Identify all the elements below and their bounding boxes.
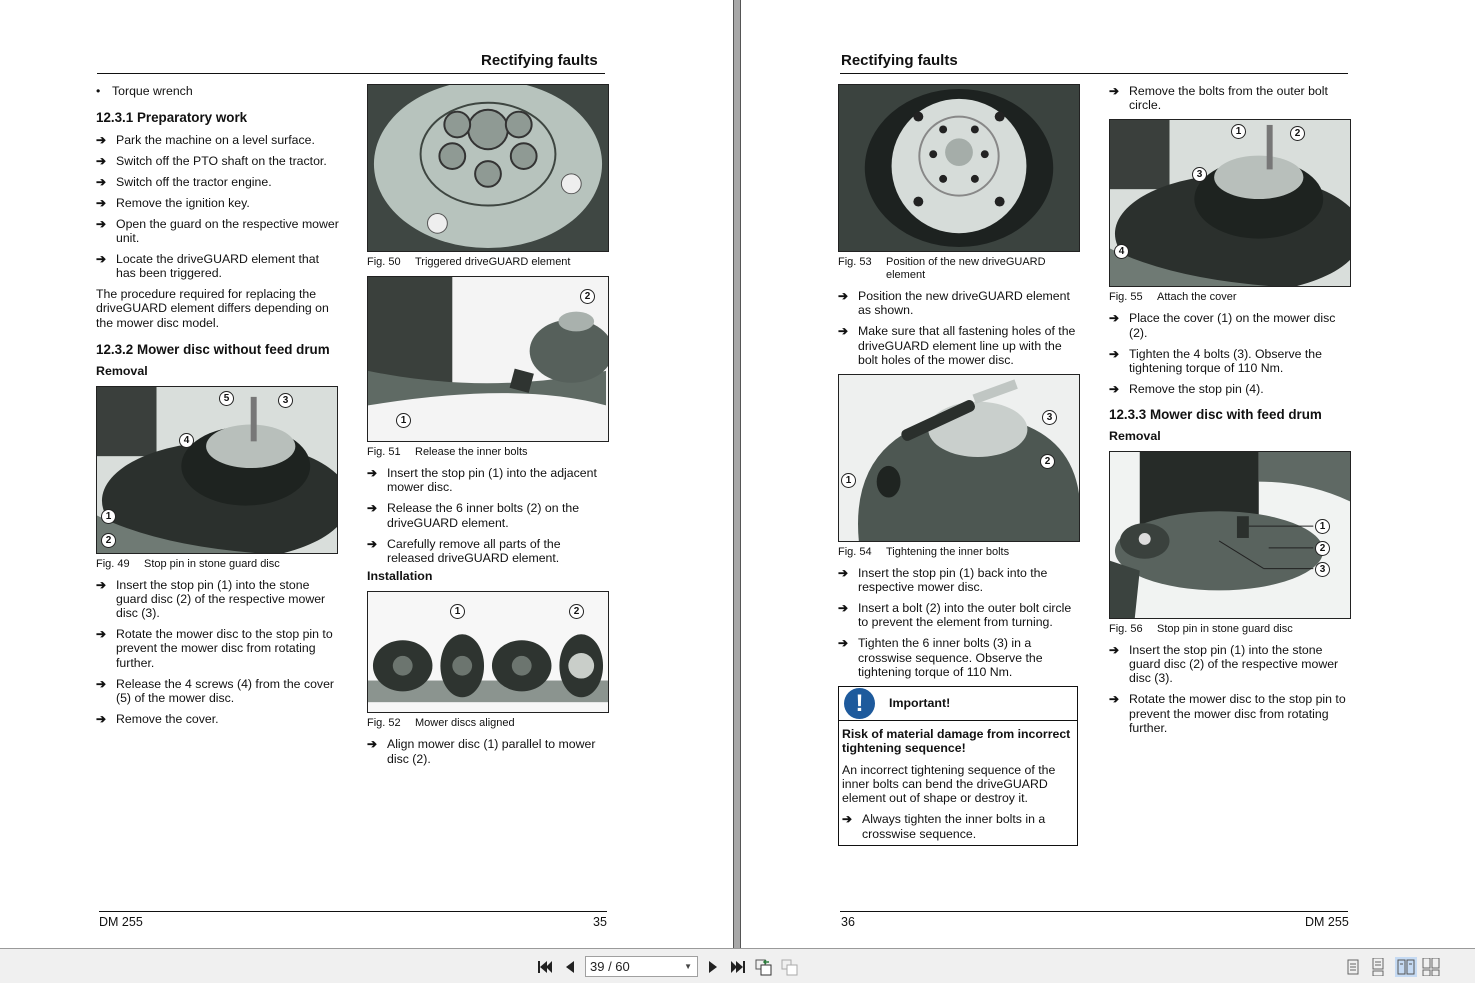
step-text: Place the cover (1) on the mower disc (2). — [1129, 311, 1336, 340]
callout-3: 3 — [1192, 167, 1207, 182]
page-gutter — [733, 0, 741, 948]
notice-body — [839, 721, 1077, 845]
arrow-icon: ➔ — [838, 289, 849, 303]
arrow-icon: ➔ — [1109, 346, 1120, 361]
footer-model: DM 255 — [1305, 915, 1349, 929]
header-rule — [97, 73, 605, 74]
figure-number: Fig. 51 — [367, 446, 401, 458]
footer-rule — [840, 911, 1348, 912]
arrow-icon: ➔ — [1109, 84, 1120, 98]
step — [367, 737, 610, 766]
page-indicator-text: 39 / 60 — [590, 959, 630, 974]
callout-1: 1 — [450, 604, 465, 619]
arrow-icon: ➔ — [842, 812, 853, 827]
step — [96, 175, 341, 189]
exclamation-icon: ! — [844, 688, 875, 719]
figure-50-image — [367, 84, 609, 252]
navigation-toolbar — [0, 948, 1475, 983]
arrow-icon: ➔ — [96, 712, 107, 727]
arrow-icon: ➔ — [1109, 692, 1120, 707]
figure-number: Fig. 52 — [367, 717, 401, 730]
notice-headline: Risk of material damage from incorrect tightening sequence! — [842, 727, 1071, 756]
step-text: Insert the stop pin (1) back into the respective mower disc. — [858, 565, 1048, 595]
subheading-installation: Installation — [367, 569, 433, 584]
notice-title: Important! — [889, 696, 951, 711]
step — [96, 627, 341, 670]
mower-disc-photo — [97, 387, 337, 553]
figure-number: Fig. 49 — [96, 557, 130, 570]
figure-51-caption — [367, 446, 610, 459]
figure-53-image — [838, 84, 1080, 252]
callout-3: 3 — [1315, 562, 1330, 577]
arrow-icon: ➔ — [838, 565, 849, 580]
callout-1: 1 — [396, 413, 411, 428]
facing-pages-view-button[interactable] — [1395, 957, 1417, 977]
figure-caption-text: Triggered driveGUARD element — [415, 256, 571, 268]
arrow-icon: ➔ — [96, 577, 107, 592]
continuous-facing-view-button[interactable] — [1421, 957, 1441, 977]
last-page-button[interactable] — [728, 957, 748, 977]
go-forward-button[interactable] — [780, 957, 800, 977]
arrow-icon: ➔ — [367, 536, 378, 551]
page-header-title: Rectifying faults — [841, 52, 958, 69]
step — [1109, 692, 1352, 735]
figure-55-caption — [1109, 291, 1352, 304]
step — [1109, 643, 1352, 686]
step-text: Tighten the 4 bolts (3). Observe the tightening torque of 110 Nm. — [1129, 346, 1322, 375]
figure-caption-text: Stop pin in stone guard disc — [144, 557, 280, 570]
figure-54-caption — [838, 546, 1081, 559]
figure-number: Fig. 50 — [367, 256, 401, 268]
bullet-text: Torque wrench — [112, 84, 193, 98]
step-text: Switch off the PTO shaft on the tractor. — [116, 153, 327, 168]
figure-caption-text: Attach the cover — [1157, 291, 1237, 304]
callout-2: 2 — [1290, 126, 1305, 141]
important-notice — [838, 686, 1078, 846]
figure-49-image — [96, 386, 338, 554]
step-text: Carefully remove all parts of the released driveGUARD element. — [387, 536, 561, 565]
step-text: Park the machine on a level surface. — [116, 132, 315, 147]
section-heading-12-3-2: 12.3.2 Mower disc without feed drum — [96, 341, 330, 357]
figure-52-caption — [367, 717, 610, 730]
step — [367, 466, 610, 495]
step-text: Insert the stop pin (1) into the stone guard disc (2) of the respective mower disc (3). — [1129, 642, 1339, 686]
paragraph: The procedure required for replacing the driveGUARD element differs depending on the mower disc model. — [96, 287, 329, 330]
figure-49-caption — [96, 558, 341, 571]
step-text: Tighten the 6 inner bolts (3) in a crosswise sequence. Observe the tightening torque of 110 Nm. — [858, 636, 1043, 680]
step-text: Switch off the tractor engine. — [116, 174, 272, 189]
step-text: Release the 6 inner bolts (2) on the driveGUARD element. — [387, 501, 580, 530]
left-column-2 — [367, 84, 610, 773]
figure-caption-text: Position of the new driveGUARD element — [886, 256, 1046, 281]
page-35 — [0, 0, 733, 948]
step — [96, 217, 341, 246]
step — [96, 677, 341, 706]
stop-pin-feed-drum-photo — [1110, 452, 1350, 618]
continuous-facing-view-icon — [1422, 958, 1440, 976]
callout-4: 4 — [179, 433, 194, 448]
section-heading-12-3-1: 12.3.1 Preparatory work — [96, 110, 248, 126]
step-text: Open the guard on the respective mower unit. — [116, 216, 339, 245]
go-forward-icon — [781, 958, 799, 976]
step-text: Remove the ignition key. — [116, 195, 250, 210]
step-text: Remove the bolts from the outer bolt circle. — [1129, 84, 1328, 113]
notice-header — [839, 687, 1077, 721]
dropdown-caret-icon[interactable]: ▼ — [684, 962, 692, 971]
figure-number: Fig. 53 — [838, 256, 872, 268]
arrow-icon: ➔ — [1109, 381, 1120, 396]
callout-2: 2 — [101, 533, 116, 548]
arrow-icon: ➔ — [96, 195, 107, 210]
right-column-2 — [1109, 84, 1352, 742]
footer-model: DM 255 — [99, 915, 143, 929]
step-text: Remove the stop pin (4). — [1129, 381, 1264, 396]
step — [96, 712, 341, 726]
single-page-view-button[interactable] — [1343, 957, 1363, 977]
single-page-view-icon — [1347, 959, 1359, 975]
tool-list-item — [96, 84, 341, 98]
continuous-view-button[interactable] — [1368, 957, 1388, 977]
facing-pages-view-icon — [1397, 959, 1415, 975]
header-rule — [840, 73, 1348, 74]
step — [838, 636, 1081, 679]
go-back-button[interactable] — [754, 957, 774, 977]
previous-page-icon — [564, 960, 576, 974]
step — [838, 289, 1081, 318]
left-column-1 — [96, 84, 341, 733]
callout-1: 1 — [841, 473, 856, 488]
step-text: Align mower disc (1) parallel to mower disc (2). — [387, 737, 596, 766]
figure-53-caption — [838, 256, 1081, 282]
arrow-icon: ➔ — [96, 676, 107, 691]
callout-2: 2 — [1040, 454, 1055, 469]
step-text: Remove the cover. — [116, 712, 219, 727]
notice-text: An incorrect tightening sequence of the inner bolts can bend the driveGUARD element out of shape or destroy it. — [842, 762, 1056, 806]
continuous-view-icon — [1372, 958, 1384, 976]
figure-50-caption — [367, 256, 610, 269]
page-header-title: Rectifying faults — [481, 52, 598, 69]
section-heading-12-3-3: 12.3.3 Mower disc with feed drum — [1109, 407, 1322, 423]
callout-1: 1 — [1231, 124, 1246, 139]
next-page-icon — [707, 960, 719, 974]
arrow-icon: ➔ — [838, 601, 849, 616]
arrow-icon: ➔ — [367, 501, 378, 516]
step — [96, 196, 341, 210]
previous-page-button[interactable] — [560, 957, 580, 977]
step — [96, 252, 341, 281]
arrow-icon: ➔ — [96, 174, 107, 189]
callout-2: 2 — [580, 289, 595, 304]
step — [367, 537, 610, 566]
arrow-icon: ➔ — [1109, 311, 1120, 326]
step — [1109, 382, 1352, 396]
callout-5: 5 — [219, 391, 234, 406]
arrow-icon: ➔ — [838, 636, 849, 651]
step-text: Make sure that all fastening holes of the driveGUARD element line up with the bolt holes of the mower disc. — [858, 324, 1076, 367]
callout-1: 1 — [101, 509, 116, 524]
callout-3: 3 — [278, 393, 293, 408]
arrow-icon: ➔ — [838, 324, 849, 339]
page-36 — [741, 0, 1475, 948]
callout-2: 2 — [1315, 541, 1330, 556]
callout-3: 3 — [1042, 410, 1057, 425]
step-text: Rotate the mower disc to the stop pin to prevent the mower disc from rotating further. — [116, 627, 333, 670]
step — [96, 133, 341, 147]
next-page-button[interactable] — [703, 957, 723, 977]
arrow-icon: ➔ — [96, 627, 107, 642]
step-text: Rotate the mower disc to the stop pin to prevent the mower disc from rotating further. — [1129, 692, 1346, 735]
page-number: 36 — [841, 915, 855, 929]
notice-action — [842, 812, 1074, 841]
step — [838, 566, 1081, 595]
step-text: Insert a bolt (2) into the outer bolt circle to prevent the element from turning. — [858, 601, 1072, 630]
new-driveguard-photo — [839, 85, 1079, 251]
arrow-icon: ➔ — [367, 466, 378, 480]
footer-rule — [99, 911, 607, 912]
step-text: Position the new driveGUARD element as shown. — [858, 289, 1070, 318]
last-page-icon — [730, 960, 746, 974]
step — [1109, 311, 1352, 340]
callout-1: 1 — [1315, 519, 1330, 534]
go-back-icon — [755, 958, 773, 976]
figure-caption-text: Stop pin in stone guard disc — [1157, 622, 1293, 635]
arrow-icon: ➔ — [96, 251, 107, 266]
callout-4: 4 — [1114, 244, 1129, 259]
figure-56-image — [1109, 451, 1351, 619]
step-text: Always tighten the inner bolts in a crosswise sequence. — [862, 812, 1046, 841]
step-text: Insert the stop pin (1) into the adjacent mower disc. — [387, 466, 597, 495]
figure-52-image — [367, 591, 609, 713]
step — [96, 578, 341, 621]
figure-caption-text: Release the inner bolts — [415, 446, 528, 458]
figure-54-image — [838, 374, 1080, 542]
figure-caption-text: Tightening the inner bolts — [886, 545, 1010, 558]
step — [367, 501, 610, 530]
bullet-icon: • — [96, 84, 101, 98]
triggered-driveguard-photo — [368, 85, 608, 251]
figure-caption-text: Mower discs aligned — [415, 717, 515, 730]
subheading-removal: Removal — [1109, 429, 1161, 444]
figure-55-image — [1109, 119, 1351, 287]
step-text: Insert the stop pin (1) into the stone guard disc (2) of the respective mower disc (3). — [116, 577, 326, 621]
page-number-input[interactable] — [585, 956, 698, 977]
subheading-removal: Removal — [96, 364, 148, 379]
figure-number: Fig. 55 — [1109, 291, 1143, 304]
figure-number: Fig. 54 — [838, 545, 872, 558]
arrow-icon: ➔ — [96, 153, 107, 168]
step — [1109, 84, 1352, 113]
page-number: 35 — [593, 915, 607, 929]
arrow-icon: ➔ — [96, 216, 107, 231]
first-page-icon — [537, 960, 553, 974]
step — [1109, 347, 1352, 376]
step — [838, 324, 1081, 367]
arrow-icon: ➔ — [367, 737, 378, 752]
figure-number: Fig. 56 — [1109, 622, 1143, 635]
step — [96, 154, 341, 168]
arrow-icon: ➔ — [1109, 642, 1120, 657]
figure-56-caption — [1109, 623, 1352, 636]
arrow-icon: ➔ — [96, 132, 107, 147]
step-text: Release the 4 screws (4) from the cover (5) of the mower disc. — [116, 676, 335, 706]
right-column-1 — [838, 84, 1081, 846]
callout-2: 2 — [569, 604, 584, 619]
step-text: Locate the driveGUARD element that has been triggered. — [116, 251, 320, 281]
step — [838, 601, 1081, 630]
figure-51-image — [367, 276, 609, 442]
attach-cover-photo — [1110, 120, 1350, 286]
first-page-button[interactable] — [535, 957, 555, 977]
